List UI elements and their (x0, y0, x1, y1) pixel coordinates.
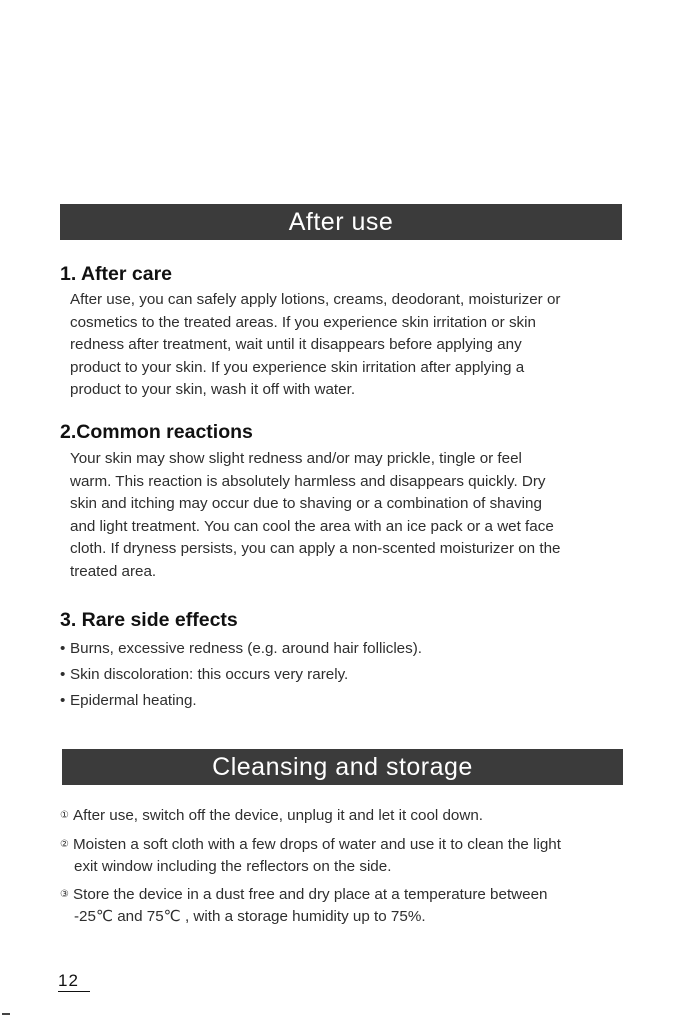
page-number: 12 (58, 971, 79, 990)
rare-side-effects-heading: 3. Rare side effects (60, 609, 238, 631)
bullet-icon: • (60, 666, 66, 683)
text-line: product to your skin, wash it off with water. (70, 381, 356, 398)
text-line: skin and itching may occur due to shaving or a combination of shaving (70, 495, 542, 512)
bullet-icon: • (60, 692, 66, 709)
text-line: cosmetics to the treated areas. If you experience skin irritation or skin (70, 313, 536, 331)
step-number: ① (60, 810, 69, 821)
cleansing-step: ② Moisten a soft cloth with a few drops of water and use it to clean the light exit window including the reflectors on the side. (60, 836, 561, 875)
text-line: product to your skin. If you experience skin irritation after applying a (70, 358, 525, 376)
text-line: After use, you can safely apply lotions, creams, deodorant, moisturizer or (70, 291, 561, 308)
text-line: redness after treatment, wait until it disappears before applying any (70, 336, 522, 353)
after-use-banner (60, 204, 622, 240)
step-number: ③ (60, 889, 69, 900)
after-care-heading: 1. After care (60, 263, 173, 285)
corner-mark (2, 1013, 10, 1015)
text-line: Your skin may show slight redness and/or may prickle, tingle or feel (70, 450, 522, 467)
list-item: • Epidermal heating. (60, 692, 197, 709)
cleansing-storage-title: Cleansing and storage (212, 752, 473, 781)
after-care-text (70, 289, 630, 402)
text-line: cloth. If dryness persists, you can apply a non-scented moisturizer on the (70, 540, 561, 557)
list-item: • Skin discoloration: this occurs very rarely. (60, 666, 349, 683)
bullet-icon: • (60, 640, 66, 657)
cleansing-storage-banner (62, 749, 623, 785)
common-reactions-text (70, 448, 630, 583)
cleansing-step: ③ Store the device in a dust free and dry place at a temperature between -25℃ and 75℃ , with a storage humidity up to 75%. (60, 886, 548, 925)
page-number-underline (58, 991, 90, 992)
text-line: and light treatment. You can cool the area with an ice pack or a wet face (70, 517, 554, 535)
text-line: warm. This reaction is absolutely harmless and disappears quickly. Dry (70, 472, 546, 490)
list-item: • Burns, excessive redness (e.g. around hair follicles). (60, 640, 423, 657)
common-reactions-heading: 2.Common reactions (60, 421, 253, 443)
cleansing-step: ① After use, switch off the device, unplug it and let it cool down. (60, 805, 635, 827)
step-number: ② (60, 839, 69, 850)
text-line: treated area. (70, 562, 157, 580)
after-use-title: After use (288, 207, 394, 236)
